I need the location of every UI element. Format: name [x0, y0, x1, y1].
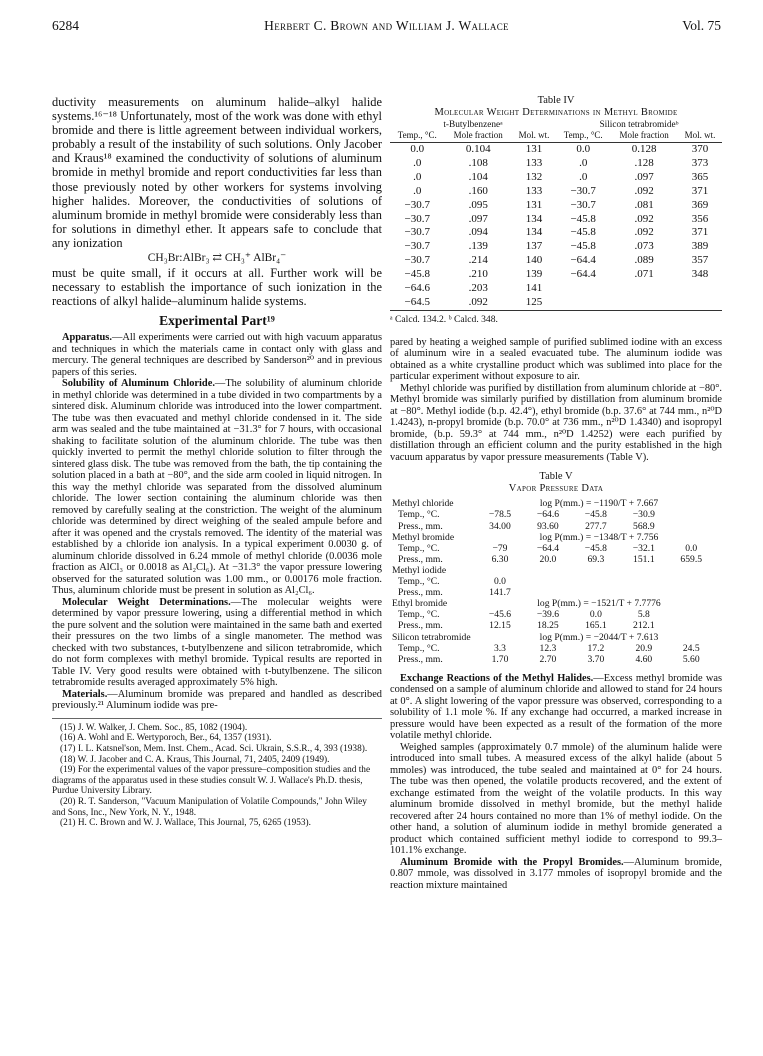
- ionization-equation: CH₃Br:AlBr₃ ⇄ CH₃⁺ AlBr₄⁻: [147, 252, 287, 265]
- running-title: Herbert C. Brown and William J. Wallace: [264, 18, 509, 33]
- table-v-cell: [620, 587, 668, 598]
- exchange-text: —Excess methyl bromide was condensed on a sample of aluminum chloride and allowed to stand for 24 hours at 0°. A slight lowering of the vapor pressure was observed, corresponding to a solubility of 1.1 mole %. If any exchange had occurred, a marked increase in pressure would have been expected as a result of the formation of the more volatile methyl chloride.: [390, 672, 723, 742]
- table-iv-group-a: t-Butylbenzeneᵃ: [443, 120, 503, 130]
- table-v-cell: 17.2: [587, 642, 605, 654]
- table-iv-row: [390, 282, 722, 296]
- table-v-row-label: Temp., °C.: [398, 576, 440, 588]
- table-v-cell: [668, 587, 715, 598]
- table-iv-cell: 0.104: [465, 143, 491, 155]
- table-iv-cell: 389: [691, 240, 709, 253]
- exchange-run-in-head: Exchange Reactions of the Methyl Halides.: [400, 672, 594, 684]
- footnote-19: (19) For the experimental values of the vapor pressure–composition studies and the diagrams of the apparatus used in these studies consult W. J. Wallace's Ph.D. thesis, Purdue University Library.: [52, 765, 371, 797]
- solubility-run-in-head: Solubility of Aluminum Chloride.: [62, 378, 215, 390]
- table-iv-cell: 371: [691, 226, 709, 239]
- table-iv-cell: 132: [525, 170, 543, 183]
- table-iv-cell: .092: [444, 296, 511, 310]
- table-iv-row: [390, 213, 722, 227]
- table-v-cell: 1.70: [491, 653, 509, 665]
- table-iv-cell: 139: [525, 268, 543, 281]
- intro-paragraph: ductivity measurements on aluminum halide–alkyl halide systems.¹⁶⁻¹⁸ Unfortunately, most of the work was done with ethyl bromide and there is little agreement between individual workers, probably a result of the instability of such solutions. Only Jacober and Kraus¹⁸ examined the conductivity of solutions of aluminum bromide in methyl bromide and report conductivities far less than those previously noted by other workers for systems involving higher halides. Moreover, the conductivities of solutions of aluminum bromide in methyl bromide were considerably less than for solutions in dimethyl ether. It appears safe to conclude that any ionization: [52, 95, 382, 250]
- table-v-cell: 3.3: [493, 642, 506, 654]
- table-iv-cell: 133: [525, 184, 543, 197]
- table-iv-cell: −30.7: [570, 198, 596, 211]
- propyl-bromides-text: —Aluminum bromide, 0.807 mmole, was dissolved in 3.177 mmoles of isopropyl bromide and the reaction mixture maintained: [390, 856, 723, 891]
- table-v-temp-row: [390, 609, 722, 620]
- table-iv-cell: .0: [413, 170, 422, 183]
- table-iv-cell: 134: [525, 212, 543, 225]
- molecular-weight-run-in-head: Molecular Weight Determinations.: [62, 596, 231, 608]
- running-header: [52, 18, 721, 34]
- table-v-press-row: [390, 654, 722, 665]
- table-v-cell: [668, 576, 715, 587]
- table-v-cell: 24.5: [682, 642, 700, 654]
- table-iv-cell: 133: [525, 156, 543, 169]
- table-v-cell: [668, 620, 715, 631]
- table-iv-cell: 134: [525, 226, 543, 239]
- materials-run-in-head: Materials.: [62, 688, 108, 700]
- footnote-15: (15) J. W. Walker, J. Chem. Soc., 85, 1082 (1904).: [60, 722, 248, 733]
- table-iv-cell: [556, 282, 610, 296]
- table-v-cell: 165.1: [585, 620, 607, 632]
- materials-paragraph: [52, 689, 382, 712]
- table-v-cell: 20.9: [635, 642, 653, 654]
- volume-number: Vol. 75: [682, 18, 721, 33]
- table-iv-cell: .128: [634, 156, 654, 169]
- apparatus-run-in-head: Apparatus.: [62, 332, 112, 344]
- table-v-cell: 3.70: [587, 653, 605, 665]
- table-iv-col-temp: Temp., °C.: [390, 131, 444, 143]
- table-v-row-label: Press., mm.: [398, 587, 443, 599]
- left-column: [52, 95, 382, 829]
- table-iv-cell: 0.128: [631, 143, 657, 155]
- table-iv-cell: −30.7: [404, 240, 430, 253]
- molecular-weight-text: —The molecular weights were determined by vapor pressure lowering, using a differential method in which the pure solvent and the solution were maintained in the same bath and exerted their pressures on the two limbs of a single manometer. The method was checked with two substances, t-butylbenzene and silicon tetrabromide, which do not form complexes with methyl bromide. Typical results are reported in Table IV. Very good results were obtained with t-butylbenzene. The silicon tetrabromide results averaged approximately 5% high.: [52, 596, 382, 689]
- table-v-cell: −45.6: [488, 609, 512, 621]
- table-iv-cell: .203: [468, 282, 488, 295]
- table-iv-col-mole: Mole fraction: [444, 131, 511, 143]
- table-v-press-row: [390, 521, 722, 532]
- table-iv-row: [390, 268, 722, 282]
- table-iv-cell: 373: [691, 156, 709, 169]
- table-iv-cell: .0: [579, 170, 588, 183]
- table-iv-cell: −30.7: [404, 254, 430, 267]
- table-v-cell: −64.6: [536, 509, 560, 521]
- table-v-temp-row: [390, 643, 722, 654]
- table-v-cell: [668, 521, 715, 532]
- table-v-cell: −79: [492, 542, 508, 554]
- table-v-cell: −45.8: [584, 542, 607, 554]
- footnote-17: (17) I. L. Katsnel'son, Mem. Inst. Chem., Acad. Sci. Ukrain, S.S.R., 4, 393 (1938).: [60, 744, 368, 754]
- table-v-row-label: Press., mm.: [398, 620, 443, 632]
- table-v-cell: 93.60: [537, 520, 559, 532]
- table-iv-row: [390, 143, 722, 157]
- table-iv-cell: 0.0: [410, 143, 425, 155]
- table-v-press-row: [390, 554, 722, 565]
- table-iv-row: [390, 240, 722, 254]
- footnotes: [52, 718, 382, 829]
- table-v-cell: [715, 576, 722, 587]
- table-v-cell: 0.0: [589, 609, 602, 621]
- table-v-cell: [715, 643, 722, 654]
- table-iv-cell: .094: [468, 226, 488, 239]
- table-iv-cell: 125: [512, 296, 556, 310]
- table-iv-cell: −45.8: [570, 226, 596, 239]
- table-v-cell: [715, 587, 722, 598]
- table-iv-col-mol: Mol. wt.: [512, 131, 556, 143]
- table-v-compound-row: [390, 632, 722, 643]
- table-v-cell: 34.00: [489, 520, 511, 532]
- table-v-equation: log P(mm.) = −1348/T + 7.756: [539, 531, 659, 543]
- table-v-equation: log P(mm.) = −2044/T + 7.613: [539, 631, 659, 643]
- table-v-caption: Vapor Pressure Data: [508, 483, 604, 495]
- table-v-cell: 151.1: [633, 553, 655, 565]
- table-v-row-label: Temp., °C.: [398, 642, 440, 654]
- table-iv-cell: .108: [468, 156, 488, 169]
- page-number: 6284: [52, 18, 79, 33]
- table-iv-cell: .095: [468, 198, 488, 211]
- table-v-cell: −64.4: [536, 542, 560, 554]
- table-iv-cell: [678, 296, 722, 310]
- apparatus-text: —All experiments were carried out with high vacuum apparatus and techniques in which the materials came in contact only with glass and mercury. The general techniques are described by Sanderson²⁰ and in previous papers of this series.: [52, 332, 382, 378]
- table-iv-cell: .0: [579, 156, 588, 169]
- table-v-cell: −32.1: [632, 542, 655, 554]
- table-v-row-label: Press., mm.: [398, 553, 443, 565]
- table-v-compound-name: Methyl chloride: [392, 498, 454, 510]
- table-iv-cell: 0.0: [576, 143, 591, 155]
- table-iv-col-mol: Mol. wt.: [678, 131, 722, 143]
- table-iv-cell: .0: [413, 156, 422, 169]
- table-v-cell: [620, 576, 668, 587]
- table-v-cell: 0.0: [685, 542, 698, 554]
- table-v-cell: 18.25: [537, 620, 559, 632]
- table-iv-cell: .071: [634, 268, 654, 281]
- table-v-equation: log P(mm.) = −1190/T + 7.667: [539, 498, 659, 510]
- table-iv-row: [390, 157, 722, 171]
- table-v-compound-row: [390, 498, 722, 509]
- table-iv-cell: [678, 282, 722, 296]
- table-iv-row: [390, 226, 722, 240]
- table-iv-cell: .092: [634, 184, 654, 197]
- table-v-temp-row: [390, 543, 722, 554]
- table-iv: [390, 121, 722, 311]
- table-v-cell: [715, 620, 722, 631]
- table-v-cell: −39.6: [536, 609, 560, 621]
- footnote-21: (21) H. C. Brown and W. J. Wallace, This Journal, 75, 6265 (1953).: [60, 818, 311, 829]
- table-v-cell: [668, 509, 715, 520]
- table-v-cell: 12.3: [539, 642, 557, 654]
- table-v-cell: 2.70: [539, 653, 557, 665]
- table-v-row-label: Press., mm.: [398, 520, 443, 532]
- table-iv-cell: 140: [525, 254, 543, 267]
- table-iv-group-b: Silicon tetrabromideᵇ: [599, 120, 679, 130]
- table-iv-row: [390, 296, 722, 310]
- table-iv-cell: .104: [468, 170, 488, 183]
- table-iv-cell: [556, 296, 610, 310]
- table-iv-cell: .160: [468, 184, 488, 197]
- table-v-cell: [524, 587, 572, 598]
- table-iv-cell: 371: [691, 184, 709, 197]
- table-v-row-label: Press., mm.: [398, 653, 443, 665]
- table-v-cell: [715, 521, 722, 532]
- table-v-cell: [715, 654, 722, 665]
- table-v-compound-name: Methyl iodide: [392, 564, 447, 576]
- table-iv-row: [390, 171, 722, 185]
- table-iv-label: Table IV: [537, 95, 575, 106]
- table-iv-row: [390, 254, 722, 268]
- solubility-text: —The solubility of aluminum chloride in methyl chloride was determined in a tube divided in two compartments by a sintered disk. Aluminum chloride was introduced into the lower compartment. The tube was then evacuated and methyl chloride condensed in it. The side arm was sealed and the tube maintained at −31.3° for 7 hours, with occasional shaking to facilitate solution of the aluminum chloride. The tube was then quickly inverted to permit the methyl chloride solution to filter through the sintered glass disk. The tube was removed from the bath, the tip containing the solution placed in a bath at −80°, and the side arm cooled in liquid nitrogen. In this way the methyl chloride was separated from the dissolved aluminum chloride. The lower section containing the aluminum chloride was then removed by carefully sealing at the constriction. The weight of the aluminum chloride was determined by direct weighing of the sealed ampule before and after it was opened and the crystals removed. The identity of the material was established by a chloride ion analysis. In a typical experiment 0.0030 g. of aluminum chloride dissolved in 6.24 mmole of methyl chloride (0.0036 mole fraction as AlCl₃ or 0.0018 as Al₂Cl₆). At −31.3° the vapor pressure lowering observed for the saturated solution was 1.00 mm., or 0.00176 mole fraction. Thus, aluminum chloride must be present in solution as Al₂Cl₆.: [52, 378, 382, 597]
- table-v-cell: 12.15: [489, 620, 511, 632]
- table-v-cell: 212.1: [633, 620, 655, 632]
- table-v-cell: 0.0: [493, 576, 506, 588]
- table-v-cell: [715, 609, 722, 620]
- table-iv-cell: 131: [525, 143, 543, 155]
- footnote-20: (20) R. T. Sanderson, "Vacuum Manipulation of Volatile Compounds," John Wiley and Sons, Inc., New York, N. Y., 1948.: [52, 796, 367, 818]
- table-v: [390, 498, 722, 664]
- table-iv-row: [390, 199, 722, 213]
- table-v-label: Table V: [539, 471, 573, 483]
- table-v-cell: 6.30: [491, 553, 509, 565]
- table-v-cell: −30.9: [632, 509, 655, 521]
- table-iv-cell: .092: [634, 226, 654, 239]
- table-iv-caption: Molecular Weight Determinations in Methyl Bromide: [434, 107, 678, 118]
- table-v-cell: [668, 609, 715, 620]
- table-iv-cell: −30.7: [404, 198, 430, 211]
- table-iv-cell: 365: [691, 170, 709, 183]
- table-v-cell: [524, 576, 572, 587]
- conclusion-paragraph: must be quite small, if it occurs at all. Further work will be necessary to establish the importance of such ionization in the reactions of alkyl halide–aluminum halide systems.: [52, 266, 382, 309]
- table-v-row-label: Temp., °C.: [398, 509, 440, 521]
- table-iv-cell: .081: [634, 198, 654, 211]
- molecular-weight-paragraph: [52, 597, 382, 689]
- table-v-compound-name: Silicon tetrabromide: [392, 631, 471, 643]
- table-v-cell: [715, 543, 722, 554]
- table-iv-cell: .214: [468, 254, 488, 267]
- table-v-temp-row: [390, 509, 722, 520]
- propyl-bromides-run-in-head: Aluminum Bromide with the Propyl Bromides.: [400, 856, 624, 868]
- table-v-cell: 5.8: [637, 609, 650, 621]
- table-v-cell: [715, 554, 722, 565]
- table-iv-cell: [610, 296, 677, 310]
- table-v-cell: 277.7: [585, 520, 607, 532]
- table-iv-cell: 348: [691, 268, 709, 281]
- table-v-compound-row: [390, 598, 722, 609]
- table-iv-cell: 357: [691, 254, 709, 267]
- table-iv-cell: .210: [468, 268, 488, 281]
- table-v-cell: [715, 509, 722, 520]
- table-iv-footnote: ᵃ Calcd. 134.2. ᵇ Calcd. 348.: [390, 313, 498, 325]
- table-iv-row: [390, 185, 722, 199]
- table-v-cell: 5.60: [682, 653, 700, 665]
- table-v-cell: −78.5: [488, 509, 512, 521]
- table-iv-cell: −30.7: [404, 226, 430, 239]
- propyl-bromides-paragraph: [390, 857, 722, 892]
- table-iv-cell: −30.7: [404, 212, 430, 225]
- table-iv-cell: .139: [468, 240, 488, 253]
- purification-paragraph: Methyl chloride was purified by distillation from aluminum chloride at −80°. Methyl bromide was similarly purified by distillation from aluminum bromide at −80°. Methyl iodide (b.p. 42.4°), ethyl bromide (b.p. 37.6° at 744 mm., n²⁰D 1.4243), n-propyl bromide (b.p. 70.0° at 736 mm., n²⁰D 1.4340) and isopropyl bromide, (b.p. 59.3° at 744 mm., n²⁰D 1.4252) were each purified by distillation through an efficient column and the purity established in the high vacuum apparatus by vapor pressure measurements (Table V).: [390, 382, 722, 463]
- table-v-cell: −45.8: [584, 509, 607, 521]
- table-iv-cell: 141: [525, 282, 543, 295]
- table-v-press-row: [390, 587, 722, 598]
- table-iv-cell: −45.8: [570, 212, 596, 225]
- table-iv-cell: −64.6: [404, 282, 430, 295]
- table-v-compound-name: Methyl bromide: [392, 531, 455, 543]
- materials-text: —Aluminum bromide was prepared and handled as described previously.²¹ Aluminum iodide was pre-: [52, 688, 382, 712]
- table-iv-cell: .097: [634, 170, 654, 183]
- table-v-cell: 4.60: [635, 653, 653, 665]
- table-iv-cell: 131: [525, 198, 543, 211]
- table-iv-cell: −30.7: [570, 184, 596, 197]
- table-v-compound-name: Ethyl bromide: [392, 598, 448, 610]
- table-iv-cell: .092: [634, 212, 654, 225]
- table-iv-cell: −45.8: [570, 240, 596, 253]
- table-v-cell: 141.7: [489, 587, 511, 599]
- aluminum-iodide-paragraph: pared by heating a weighed sample of purified sublimed iodine with an excess of aluminum wire in a sealed evacuated tube. The aluminum iodide was obtained as a white crystalline product which was sublimed into place for the particular experiment without exposure to air.: [390, 336, 722, 383]
- table-v-temp-row: [390, 576, 722, 587]
- table-v-row-label: Temp., °C.: [398, 542, 440, 554]
- table-v-compound-row: [390, 565, 722, 576]
- exchange-paragraph: [390, 673, 722, 742]
- solubility-paragraph: [52, 378, 382, 597]
- table-v-row-label: Temp., °C.: [398, 609, 440, 621]
- table-v-equation: [476, 565, 722, 576]
- table-iv-cell: .097: [468, 212, 488, 225]
- table-v-compound-row: [390, 532, 722, 543]
- table-iv-cell: .089: [634, 254, 654, 267]
- weighed-samples-paragraph: Weighed samples (approximately 0.7 mmole) of the aluminum halide were introduced into small tubes. A measured excess of the alkyl halide (about 5 mmoles) was introduced, the tube sealed and maintained at 0° for 24 hours. The tube was then opened, the volatile products recovered, and the extent of exchange estimated from the weight of the volatile products. In this way aluminum bromide dissolved in methyl bromide, but the methyl halide recovered after 24 hours contained no more than 1% of methyl iodide. On the other hand, a solution of aluminum iodide in methyl bromide generated a product which contained sufficient methyl iodide to correspond to 99.3–101.1% exchange.: [390, 741, 722, 857]
- table-v-cell: [572, 576, 620, 587]
- table-v-equation: log P(mm.) = −1521/T + 7.7776: [537, 598, 661, 610]
- table-iv-cell: 369: [691, 198, 709, 211]
- footnote-16: (16) A. Wohl and E. Wertyporoch, Ber., 64, 1357 (1931).: [60, 733, 272, 744]
- table-v-cell: 659.5: [680, 553, 703, 565]
- table-iv-cell: .0: [413, 184, 422, 197]
- table-iv-cell: 137: [525, 240, 543, 253]
- table-iv-col-temp: Temp., °C.: [556, 131, 610, 143]
- table-iv-cell: [610, 282, 677, 296]
- apparatus-paragraph: [52, 332, 382, 378]
- table-iv-cell: −64.4: [570, 268, 596, 281]
- section-heading: Experimental Part¹⁹: [159, 313, 275, 329]
- table-v-cell: 568.9: [633, 520, 655, 532]
- table-v-cell: [572, 587, 620, 598]
- table-iv-cell: −45.8: [404, 268, 430, 281]
- table-iv-cell: −64.5: [390, 296, 444, 310]
- right-column: [390, 95, 722, 891]
- table-iv-cell: 370: [691, 143, 709, 155]
- table-iv-col-mole: Mole fraction: [610, 131, 677, 143]
- table-v-cell: 69.3: [587, 553, 605, 565]
- table-v-press-row: [390, 620, 722, 631]
- table-iv-cell: 356: [691, 212, 709, 225]
- footnote-18: (18) W. J. Jacober and C. A. Kraus, This Journal, 71, 2405, 2409 (1949).: [60, 754, 330, 765]
- table-v-cell: 20.0: [539, 553, 557, 565]
- table-iv-cell: −64.4: [570, 254, 596, 267]
- table-iv-cell: .073: [634, 240, 654, 253]
